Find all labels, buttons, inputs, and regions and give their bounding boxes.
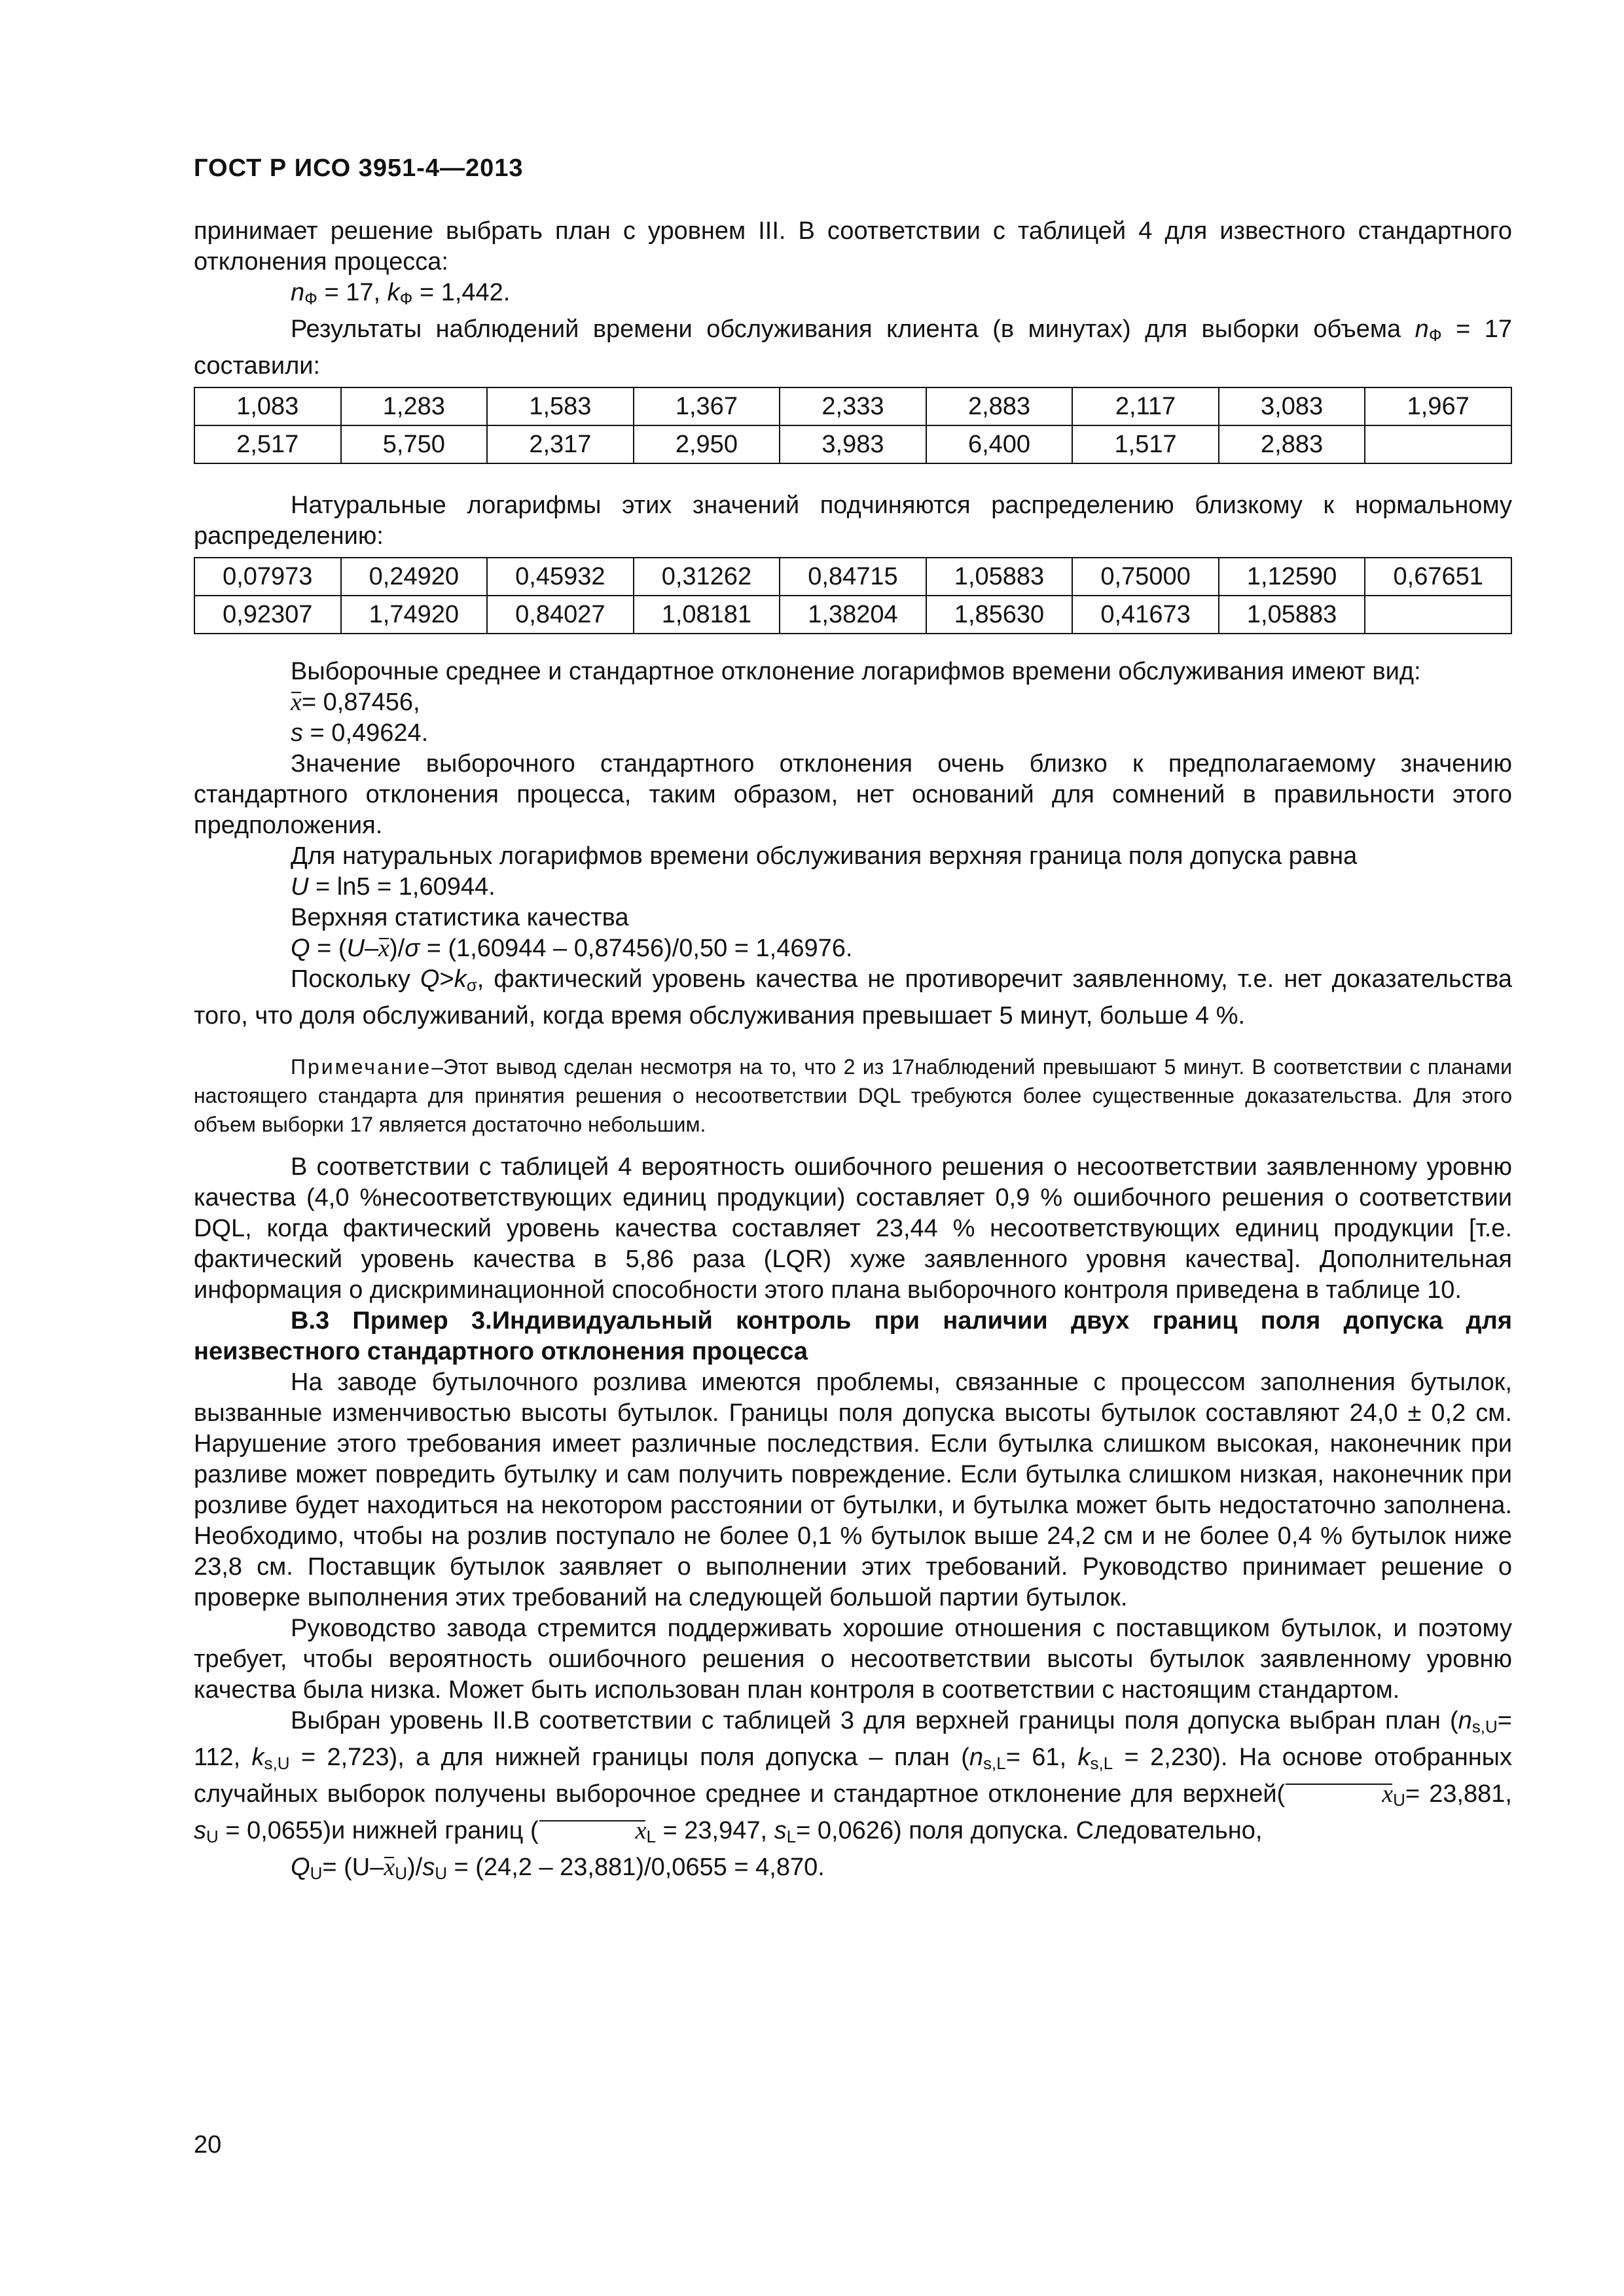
- plan-selection-paragraph: Выбран уровень II.В соответствии с таблицей 3 для верхней границы поля допуска выбран план ($n_{s,U}= 112$, $k_{s,U} = 2,723$), а для нижней границы поля допуска – план ($n_{s,L}= 61$, $k_{s,L} = 2,230$). На основе отобранных случайных выборок получены выборочное среднее и стандартное отклонение для верхней( $x_U= 23,881$, $s_U = 0,0655)и$ нижней границ ( $x_L = 23,947$, $s_L= 0,0626$) поля допуска. Следовательно,: [194, 1707, 1512, 1846]
- table-cell: 2,317: [487, 425, 634, 463]
- table-cell: 0,84027: [487, 596, 634, 634]
- document-header: ГОСТ Р ИСО 3951-4—2013: [194, 154, 524, 182]
- x-bar-symbol: x: [539, 1816, 647, 1846]
- table-cell: 1,05883: [926, 558, 1073, 596]
- table-cell: 1,05883: [1219, 596, 1365, 634]
- observations-intro: Результаты наблюдений времени обслуживания клиента (в минутах) для выборки объема $n_Ф = 17$ составили:: [194, 315, 1512, 380]
- table-cell: 1,12590: [1219, 558, 1365, 596]
- page-content: [194, 216, 1512, 1889]
- table-cell: 2,333: [780, 387, 926, 425]
- table-cell: 1,08181: [634, 596, 780, 634]
- table-cell: 3,083: [1219, 387, 1365, 425]
- sample-mean-line: x= 0,87456,: [194, 687, 1512, 718]
- table-cell: 2,117: [1072, 387, 1219, 425]
- x-bar-symbol: x: [378, 933, 389, 964]
- service-time-table: [194, 387, 1512, 464]
- table-cell: 1,38204: [780, 596, 926, 634]
- page-number: 20: [194, 2131, 222, 2159]
- quality-statistic-intro: Верхняя статистика качества: [291, 904, 629, 931]
- table-cell: 0,45932: [487, 558, 634, 596]
- bottling-problem-paragraph: На заводе бутылочного розлива имеются проблемы, связанные с процессом заполнения бутылок, вызванные изменчивостью высоты бутылок. Границы поля допуска высоты бутылок составляют 24,0 ± 0,2 см. Нарушение этого требования имеет различные последствия. Если бутылка слишком высокая, наконечник при разливе может повредить бутылку и сам получить повреждение. Если бутылка слишком низкая, наконечник при розливе будет находиться на некотором расстоянии от бутылки, и бутылка может быть недостаточно заполнена. Необходимо, чтобы на розлив поступало не более 0,1 % бутылок выше 24,2 см и не более 0,4 % бутылок ниже 23,8 см. Поставщик бутылок заявляет о выполнении этих требований. Руководство принимает решение о проверке выполнения этих требований на следующей большой партии бутылок.: [194, 1369, 1512, 1611]
- table-cell: [1365, 596, 1511, 634]
- note-paragraph: Примечание–Этот вывод сделан несмотря на то, что 2 из 17наблюдений превышают 5 минут. В соответствии с планами настоящего стандарта для принятия решения о несоответствии DQL требуются более существенные доказательства. Для этого объем выборки 17 является достаточно небольшим.: [194, 1055, 1512, 1136]
- sample-sd-line: s = 0,49624.: [291, 719, 429, 747]
- table-cell: 1,367: [634, 387, 780, 425]
- quality-statistic-formula: Q = (U–x)/σ = (1,60944 – 0,87456)/0,50 = 1,46976.: [194, 933, 1512, 964]
- upper-limit-line: U = ln5 = 1,60944.: [291, 873, 496, 901]
- upper-quality-statistic-formula: $Q_U= (U-x_U)/s_U = (24,2 - 23,881)/0,0655 = 4,870$.: [291, 1854, 825, 1883]
- section-heading: В.3 Пример 3.Индивидуальный контроль при наличии двух границ поля допуска для неизвестного стандартного отклонения процесса: [194, 1307, 1512, 1365]
- x-bar-symbol: x: [1285, 1779, 1393, 1810]
- table-cell: [1365, 425, 1511, 463]
- table-cell: 0,84715: [780, 558, 926, 596]
- table-cell: 6,400: [926, 425, 1073, 463]
- table-row: [194, 596, 1511, 634]
- table-cell: 0,31262: [634, 558, 780, 596]
- table-cell: 1,517: [1072, 425, 1219, 463]
- table-cell: 0,75000: [1072, 558, 1219, 596]
- table-cell: 1,283: [341, 387, 488, 425]
- table-cell: 1,967: [1365, 387, 1511, 425]
- conclusion-paragraph: Поскольку $Q>k_\sigma$, фактический уровень качества не противоречит заявленному, т.е. нет доказательства того, что доля обслуживаний, когда время обслуживания превышает 5 минут, больше 4 %.: [194, 965, 1512, 1030]
- table-cell: 0,92307: [194, 596, 341, 634]
- table-cell: 0,24920: [341, 558, 488, 596]
- x-bar-symbol: x: [384, 1852, 395, 1883]
- management-paragraph: Руководство завода стремится поддерживать хорошие отношения с поставщиком бутылок, и поэтому требует, чтобы вероятность ошибочного решения о несоответствии высоты бутылок заявленному уровню качества была низка. Может быть использован план контроля в соответствии с настоящим стандартом.: [194, 1615, 1512, 1704]
- table-cell: 2,883: [926, 387, 1073, 425]
- table-cell: 1,85630: [926, 596, 1073, 634]
- table-cell: 0,07973: [194, 558, 341, 596]
- table-cell: 1,083: [194, 387, 341, 425]
- table-row: [194, 558, 1511, 596]
- probability-paragraph: В соответствии с таблицей 4 вероятность ошибочного решения о несоответствии заявленному уровню качества (4,0 %несоответствующих единиц продукции) составляет 0,9 % ошибочного решения о соответствии DQL, когда фактический уровень качества составляет 23,44 % несоответствующих единиц продукции [т.е. фактический уровень качества в 5,86 раза (LQR) хуже заявленного уровня качества]. Дополнительная информация о дискриминационной способности этого плана выборочного контроля приведена в таблице 10.: [194, 1153, 1512, 1304]
- intro-paragraph: принимает решение выбрать план с уровнем III. В соответствии с таблицей 4 для известного стандартного отклонения процесса:: [194, 217, 1512, 276]
- table-cell: 2,950: [634, 425, 780, 463]
- known-plan-parameters: $n_Ф = 17$, $k_Ф = 1,442$.: [291, 279, 511, 308]
- sample-stats-intro: Выборочные среднее и стандартное отклонение логарифмов времени обслуживания имеют вид:: [291, 658, 1421, 685]
- upper-limit-intro: Для натуральных логарифмов времени обслуживания верхняя граница поля допуска равна: [291, 842, 1358, 870]
- x-bar-symbol: x: [291, 687, 302, 718]
- table-cell: 2,883: [1219, 425, 1365, 463]
- table-cell: 1,583: [487, 387, 634, 425]
- table-cell: 0,41673: [1072, 596, 1219, 634]
- logarithm-table: [194, 557, 1512, 634]
- logarithm-paragraph: Натуральные логарифмы этих значений подчиняются распределению близкому к нормальному распределению:: [194, 492, 1512, 550]
- note-label: Примечание: [291, 1055, 432, 1079]
- table-cell: 3,983: [780, 425, 926, 463]
- table-row: [194, 425, 1511, 463]
- table-row: [194, 387, 1511, 425]
- sd-comment-paragraph: Значение выборочного стандартного отклонения очень близко к предполагаемому значению стандартного отклонения процесса, таким образом, нет оснований для сомнений в правильности этого предположения.: [194, 750, 1512, 839]
- table-cell: 2,517: [194, 425, 341, 463]
- table-cell: 1,74920: [341, 596, 488, 634]
- table-cell: 0,67651: [1365, 558, 1511, 596]
- table-cell: 5,750: [341, 425, 488, 463]
